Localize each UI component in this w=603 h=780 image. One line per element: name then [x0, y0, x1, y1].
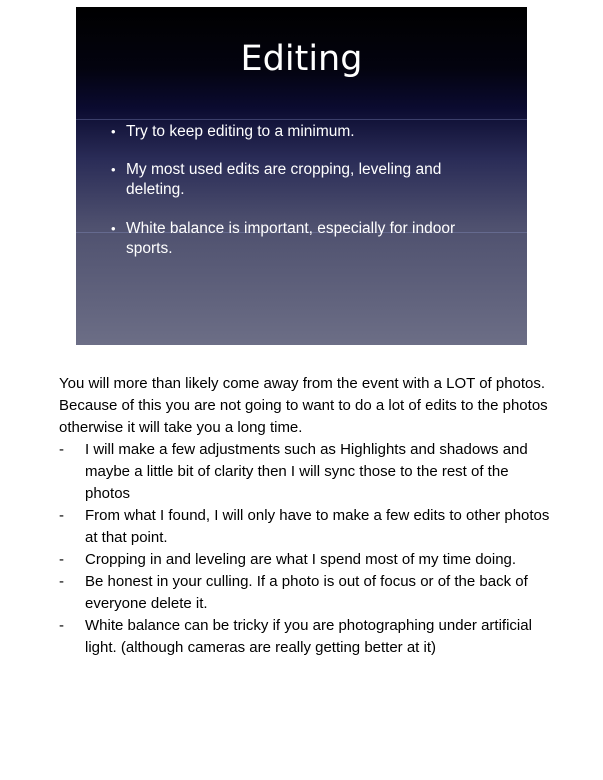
notes-list-item — [59, 505, 554, 549]
slide-bullet-text: My most used edits are cropping, leveling and deleting. — [126, 161, 442, 198]
notes-list-item — [59, 549, 554, 571]
slide — [76, 7, 527, 345]
slide-bullet — [111, 122, 486, 142]
notes-list-item — [59, 439, 554, 505]
notes-item-text: White balance can be tricky if you are photographing under artificial light. (although cameras are really getting better at it) — [85, 617, 532, 656]
bullet-icon: • — [111, 124, 116, 139]
slide-bullet-text: White balance is important, especially for indoor sports. — [126, 220, 456, 257]
dash-icon: - — [59, 617, 64, 634]
slide-title: Editing — [240, 39, 363, 79]
dash-icon: - — [59, 551, 64, 568]
slide-bullet-text: Try to keep editing to a minimum. — [126, 123, 355, 140]
notes-item-text: From what I found, I will only have to make a few edits to other photos at that point. — [85, 507, 550, 546]
notes-intro: You will more than likely come away from the event with a LOT of photos. Because of this you are not going to want to do a lot of edits to the photos otherwise it will take you a long time. — [59, 375, 548, 436]
notes-list-item — [59, 571, 554, 615]
speaker-notes — [59, 373, 554, 659]
notes-list-item — [59, 615, 554, 659]
notes-item-text: I will make a few adjustments such as Highlights and shadows and maybe a little bit of clarity then I will sync those to the rest of the photos — [85, 441, 528, 502]
slide-bullet — [111, 160, 486, 200]
notes-item-text: Cropping in and leveling are what I spend most of my time doing. — [85, 551, 517, 568]
bullet-icon: • — [111, 162, 116, 177]
notes-list — [59, 439, 554, 659]
slide-bullet — [111, 219, 486, 259]
slide-bullet-list — [76, 7, 527, 345]
dash-icon: - — [59, 441, 64, 458]
notes-item-text: Be honest in your culling. If a photo is out of focus or of the back of everyone delete it. — [85, 573, 528, 612]
dash-icon: - — [59, 573, 64, 590]
bullet-icon: • — [111, 221, 116, 236]
dash-icon: - — [59, 507, 64, 524]
